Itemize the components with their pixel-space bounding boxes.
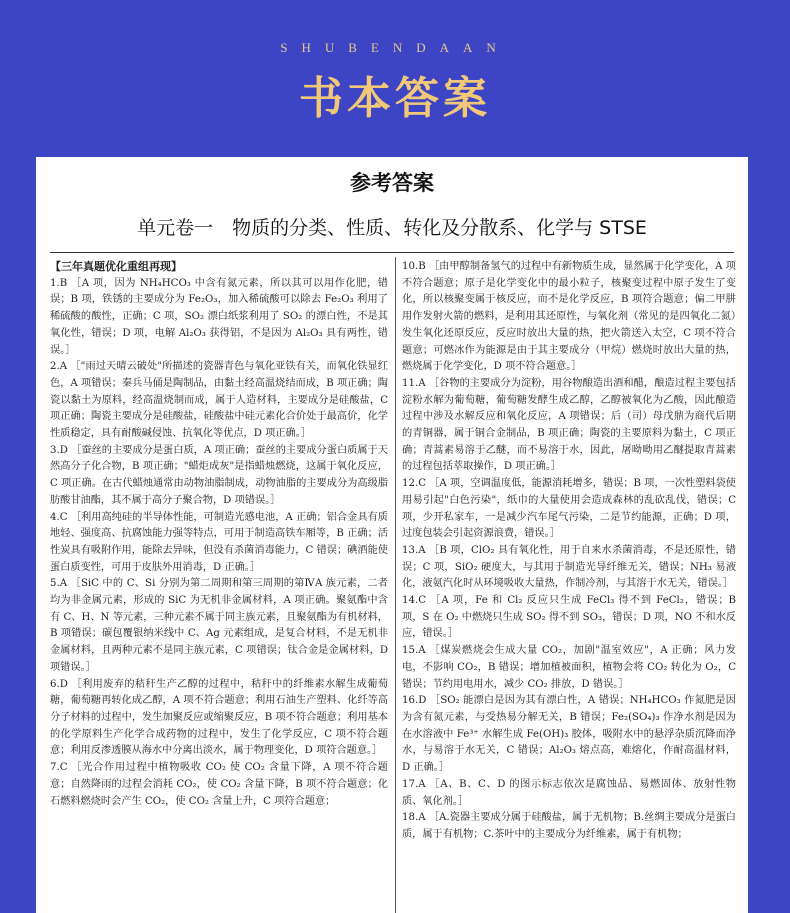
banner-title: 书本答案 xyxy=(299,73,491,124)
answer-item: 3.D ［蚕丝的主要成分是蛋白质，A 项正确；蚕丝的主要成分蛋白质属于天然高分子化合物，B 项正确；"蜡炬成灰"是指蜡烛燃烧，这属于氧化反应，C 项正确。在古代蜡烛通常由动物油脂制成，动物油脂的主要成分为高级脂肪酸甘油酯，其不属于高分子聚合物，D 项错误。］ xyxy=(50,444,388,506)
answer-item: 5.A ［SiC 中的 C、Si 分别为第二周期和第三周期的第ⅣA 族元素，二者均为非金属元素，形成的 SiC 为无机非金属材料，A 项正确。聚氨酯中含有 C、H、N 等元素，三种元素不属于同主族元素，且聚氨酯为有机材料，B 项错误；碳包覆银纳米线中 C、Ag 元素组成，是复合材料，不是无机非金属材料，且两种元素不是同主族元素，C 项错误；钛合金是金属材料，D 项错误。］ xyxy=(50,578,388,673)
page-heading: 参考答案 xyxy=(350,171,434,195)
section-title: 【三年真题优化重组再现】 xyxy=(50,260,182,273)
unit-subheading: 单元卷一 物质的分类、性质、转化及分散系、化学与 STSE xyxy=(137,217,647,239)
answer-item: 15.A ［煤炭燃烧会生成大量 CO₂，加剧"温室效应"，A 正确；风力发电，不影响 CO₂，B 错误；增加植被面积，植物会将 CO₂ 转化为 O₂，C 错误；节约用电用水，减少 CO₂ 排放，D 错误。］ xyxy=(402,645,736,690)
answer-item: 10.B ［由甲醇制备氢气的过程中有新物质生成，显然属于化学变化，A 项不符合题意；原子是化学变化中的最小粒子，核聚变过程中原子发生了变化，所以核聚变属于核反应，而不是化学反应，B 项符合题意；偏二甲肼用作发射火箭的燃料，是利用其还原性，与氧化剂（常见的是四氧化二氮）发生氧化还原反应，反应时放出大量的热，把火箭送入太空，C 项不符合题意；可燃冰作为能源是由于其主要成分（甲烷）燃烧时放出大量的热，燃烧属于化学变化，D 项不符合题意。］ xyxy=(402,261,736,373)
answer-item: 12.C ［A 项，空调温度低，能源消耗增多，错误；B 项，一次性塑料袋使用易引起"白色污染"，纸巾的大量使用会造成森林的乱砍乱伐，错误；C 项，少开私家车，一是减少汽车尾气污染，二是节约能源，正确；D 项，过度包装会引起资源浪费，错误。］ xyxy=(402,478,736,540)
answer-item: 6.D ［利用废弃的秸秆生产乙醇的过程中，秸秆中的纤维素水解生成葡萄糖，葡萄糖再转化成乙醇，A 项不符合题意；利用石油生产塑料、化纤等高分子材料的过程中，发生加聚反应或缩聚反应，B 项不符合题意；利用基本的化学原料生产化学合成药物的过程中，发生了化学反应，C 项不符合题意；利用反渗透膜从海水中分离出淡水，属于物理变化，D 项符合题意。］ xyxy=(50,678,388,757)
answer-item: 18.A ［A.瓷器主要成分属于硅酸盐，属于无机物；B.丝绸主要成分是蛋白质，属于有机物；C.茶叶中的主要成分为纤维素，属于有机物； xyxy=(402,812,736,840)
answer-item: 11.A ［谷物的主要成分为淀粉，用谷物酿造出酒和醋，酿造过程主要包括淀粉水解为葡萄糖，葡萄糖发酵生成乙醇，乙醇被氧化为乙酸，因此酿造过程中涉及水解反应和氧化反应，A 项错误；后（司）母戊鼎为商代后期的青铜器，属于铜合金制品，B 项正确；陶瓷的主要原料为黏土，C 项正确；青蒿素易溶于乙醚，而不易溶于水，因此，屠呦呦用乙醚提取青蒿素的过程包括萃取操作，D 项正确。］ xyxy=(402,377,736,473)
answer-item: 4.C ［利用高纯硅的半导体性能，可制造光感电池，A 正确；铝合金具有质地轻、强度高、抗腐蚀能力强等特点，可用于制造高铁车厢等，B 正确；活性炭具有吸附作用，能除去异味，但没有杀菌消毒能力，C 错误；碘酒能使蛋白质变性，可用于皮肤外用消毒，D 正确。］ xyxy=(50,511,388,573)
left-column xyxy=(50,259,388,810)
divider xyxy=(50,252,734,253)
answer-page xyxy=(36,157,748,913)
answer-item: 7.C ［光合作用过程中植物吸收 CO₂ 使 CO₂ 含量下降，A 项不符合题意；自然降雨的过程会消耗 CO₂，使 CO₂ 含量下降，B 项不符合题意；化石燃料燃烧时会产生 CO₂，使 CO₂ 含量上升，C 项符合题意； xyxy=(50,762,388,807)
column-divider xyxy=(395,257,396,913)
right-column xyxy=(402,259,736,844)
answer-item: 13.A ［B 项，ClO₂ 具有氧化性，用于自来水杀菌消毒，不是还原性，错误；C 项，SiO₂ 硬度大，与其用于制造光导纤维无关，错误；NH₃ 易液化，液氨汽化时从环境吸收大量热，作制冷剂，与其溶于水无关，错误。］ xyxy=(402,544,736,590)
brand-text: SHUBENDAAN xyxy=(280,40,510,55)
answer-item: 2.A ［"雨过天晴云破处"所描述的瓷器青色与氧化亚铁有关，而氧化铁显红色，A 项错误；秦兵马俑是陶制品，由黏土经高温烧结而成，B 项正确；陶瓷以黏土为原料，经高温烧制而成，属于人造材料，主要成分是硅酸盐，C 项正确；陶瓷主要成分是硅酸盐，硅酸盐中硅元素化合价处于最高价，化学性质稳定，具有耐酸碱侵蚀、抗氧化等优点，D 项正确。］ xyxy=(50,361,388,440)
answer-item: 1.B ［A 项，因为 NH₄HCO₃ 中含有氮元素，所以其可以用作化肥，错误；B 项，铁锈的主要成分为 Fe₂O₃，加入稀硫酸可以除去 Fe₂O₃ 利用了稀硫酸的酸性，正确；C 项，SO₂ 漂白纸浆利用了 SO₂ 的漂白性，不是其氧化性，错误；D 项，电解 Al₂O₃ 获得铝，不是因为 Al₂O₃ 具有两性，错误。］ xyxy=(50,277,388,356)
answer-item: 17.A ［A、B、C、D 的图示标志依次是腐蚀品、易燃固体、放射性物质、氧化剂。］ xyxy=(402,778,736,807)
answer-item: 16.D ［SO₂ 能漂白是因为其有漂白性，A 错误；NH₄HCO₃ 作氮肥是因为含有氮元素，与受热易分解无关，B 错误；Fe₂(SO₄)₃ 作净水剂是因为在水溶液中 Fe³⁺ 水解生成 Fe(OH)₃ 胶体，吸附水中的悬浮杂质沉降而净水，与易溶于水无关，C 错误；Al₂O₃ 熔点高，难熔化，作耐高温材料，D 正确。］ xyxy=(402,695,736,774)
answer-item: 14.C ［A 项，Fe 和 Cl₂ 反应只生成 FeCl₃ 得不到 FeCl₂，错误；B 项，S 在 O₂ 中燃烧只生成 SO₂ 得不到 SO₃，错误；D 项，NO 不和水反应，错误。］ xyxy=(402,595,736,640)
